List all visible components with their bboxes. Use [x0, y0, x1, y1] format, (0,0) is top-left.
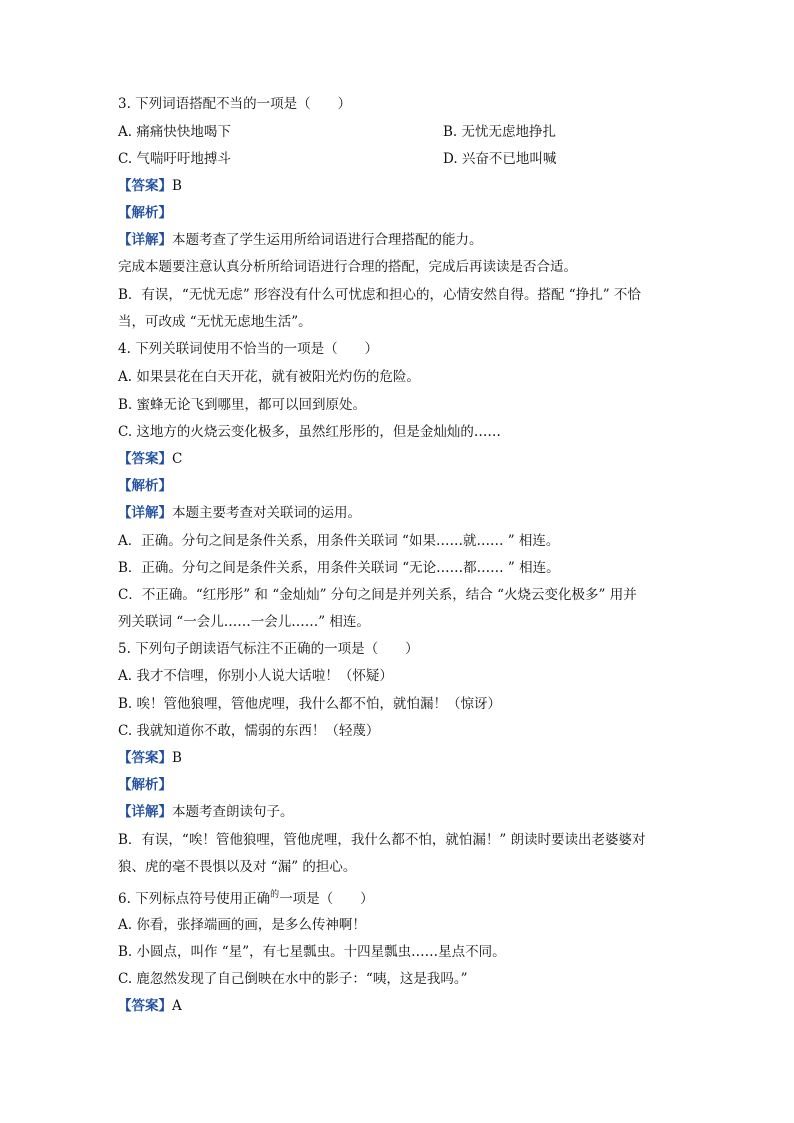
- q5-stem: 5. 下列句子朗读语气标注不正确的一项是（ ）: [118, 641, 419, 657]
- q5-analysis-line: [118, 776, 172, 794]
- q3-option-d: D. 兴奋不已地叫喊: [443, 151, 557, 167]
- detail-tag: 【详解】: [118, 232, 172, 248]
- analysis-tag: 【解析】: [118, 478, 172, 494]
- answer-tag: 【答案】: [118, 750, 172, 766]
- q6-option-b: B. 小圆点，叫作 “星”，有七星瓢虫。十四星瓢虫……星点不同。: [118, 944, 506, 960]
- q3-explanation-3: 当，可改成 “无忧无虑地生活”。: [118, 314, 312, 330]
- q5-detail-line: [118, 803, 294, 821]
- q6-stem-part1: 6. 下列标点符号使用正确: [118, 891, 271, 907]
- answer-value: A: [172, 998, 182, 1014]
- q4-analysis-line: [118, 477, 172, 495]
- detail-text: 本题考查朗读句子。: [172, 804, 294, 820]
- q3-stem: 3. 下列词语搭配不当的一项是（ ）: [118, 96, 352, 112]
- q3-option-b: B. 无忧无虑地挣扎: [443, 124, 557, 140]
- q3-option-c: C. 气喘吁吁地搏斗: [118, 151, 231, 167]
- q4-option-c: C. 这地方的火烧云变化极多，虽然红彤彤的，但是金灿灿的……: [118, 424, 501, 440]
- q5-option-a: A. 我才不信哩，你别小人说大话啦！（怀疑）: [118, 668, 393, 684]
- detail-tag: 【详解】: [118, 505, 172, 521]
- q5-option-b: B. 唉！管他狼哩，管他虎哩，我什么都不怕，就怕漏！（惊讶）: [118, 696, 502, 712]
- q4-detail-line: [118, 504, 361, 522]
- q5-option-c: C. 我就知道你不敢，懦弱的东西！（轻蔑）: [118, 723, 380, 739]
- analysis-tag: 【解析】: [118, 777, 172, 793]
- q6-answer-line: [118, 997, 182, 1015]
- answer-tag: 【答案】: [118, 451, 172, 467]
- answer-value: B: [172, 178, 182, 194]
- q3-explanation-1: 完成本题要注意认真分析所给词语进行合理的搭配，完成后再读读是否合适。: [118, 259, 577, 275]
- detail-tag: 【详解】: [118, 804, 172, 820]
- q3-explanation-2: B．有误，“无忧无虑” 形容没有什么可忧虑和担心的，心情安然自得。搭配 “挣扎” 不恰: [118, 287, 641, 303]
- q3-analysis-line: [118, 204, 172, 222]
- q3-detail-line: [118, 231, 483, 249]
- q4-explanation-3: C．不正确。“红彤彤” 和 “金灿灿” 分句之间是并列关系，结合 “火烧云变化极多” 用并: [118, 587, 637, 603]
- detail-text: 本题主要考查对关联词的运用。: [172, 505, 361, 521]
- analysis-tag: 【解析】: [118, 205, 172, 221]
- q4-explanation-2: B．正确。分句之间是条件关系，用条件关联词 “无论……都…… ” 相连。: [118, 560, 560, 576]
- q4-option-a: A. 如果昙花在白天开花，就有被阳光灼伤的危险。: [118, 369, 420, 385]
- q4-answer-line: [118, 450, 182, 468]
- answer-value: B: [172, 750, 182, 766]
- q6-stem-superscript: 的: [270, 890, 280, 900]
- q6-option-a: A. 你看，张择端画的画，是多么传神啊！: [118, 917, 366, 933]
- q3-answer-line: [118, 177, 182, 195]
- q6-option-c: C. 鹿忽然发现了自己倒映在水中的影子：“咦，这是我吗。”: [118, 971, 468, 987]
- q6-stem: [118, 890, 374, 910]
- q4-stem: 4. 下列关联词使用不恰当的一项是（ ）: [118, 341, 379, 357]
- q6-stem-part2: 一项是（ ）: [279, 891, 374, 907]
- q3-option-a: A. 痛痛快快地喝下: [118, 124, 231, 140]
- q4-option-b: B. 蜜蜂无论飞到哪里，都可以回到原处。: [118, 397, 367, 413]
- q5-explanation-2: 狼、虎的毫不畏惧以及对 “漏” 的担心。: [118, 859, 357, 875]
- q5-explanation-1: B．有误，“唉！管他狼哩，管他虎哩，我什么都不怕，就怕漏！” 朗读时要读出老婆婆对: [118, 832, 646, 848]
- q4-explanation-1: A．正确。分句之间是条件关系，用条件关联词 “如果……就…… ” 相连。: [118, 533, 560, 549]
- q5-answer-line: [118, 749, 182, 767]
- q4-explanation-4: 列关联词 “一会儿……一会儿……” 相连。: [118, 614, 370, 630]
- detail-text: 本题考查了学生运用所给词语进行合理搭配的能力。: [172, 232, 483, 248]
- answer-tag: 【答案】: [118, 178, 172, 194]
- answer-value: C: [172, 451, 183, 467]
- answer-tag: 【答案】: [118, 998, 172, 1014]
